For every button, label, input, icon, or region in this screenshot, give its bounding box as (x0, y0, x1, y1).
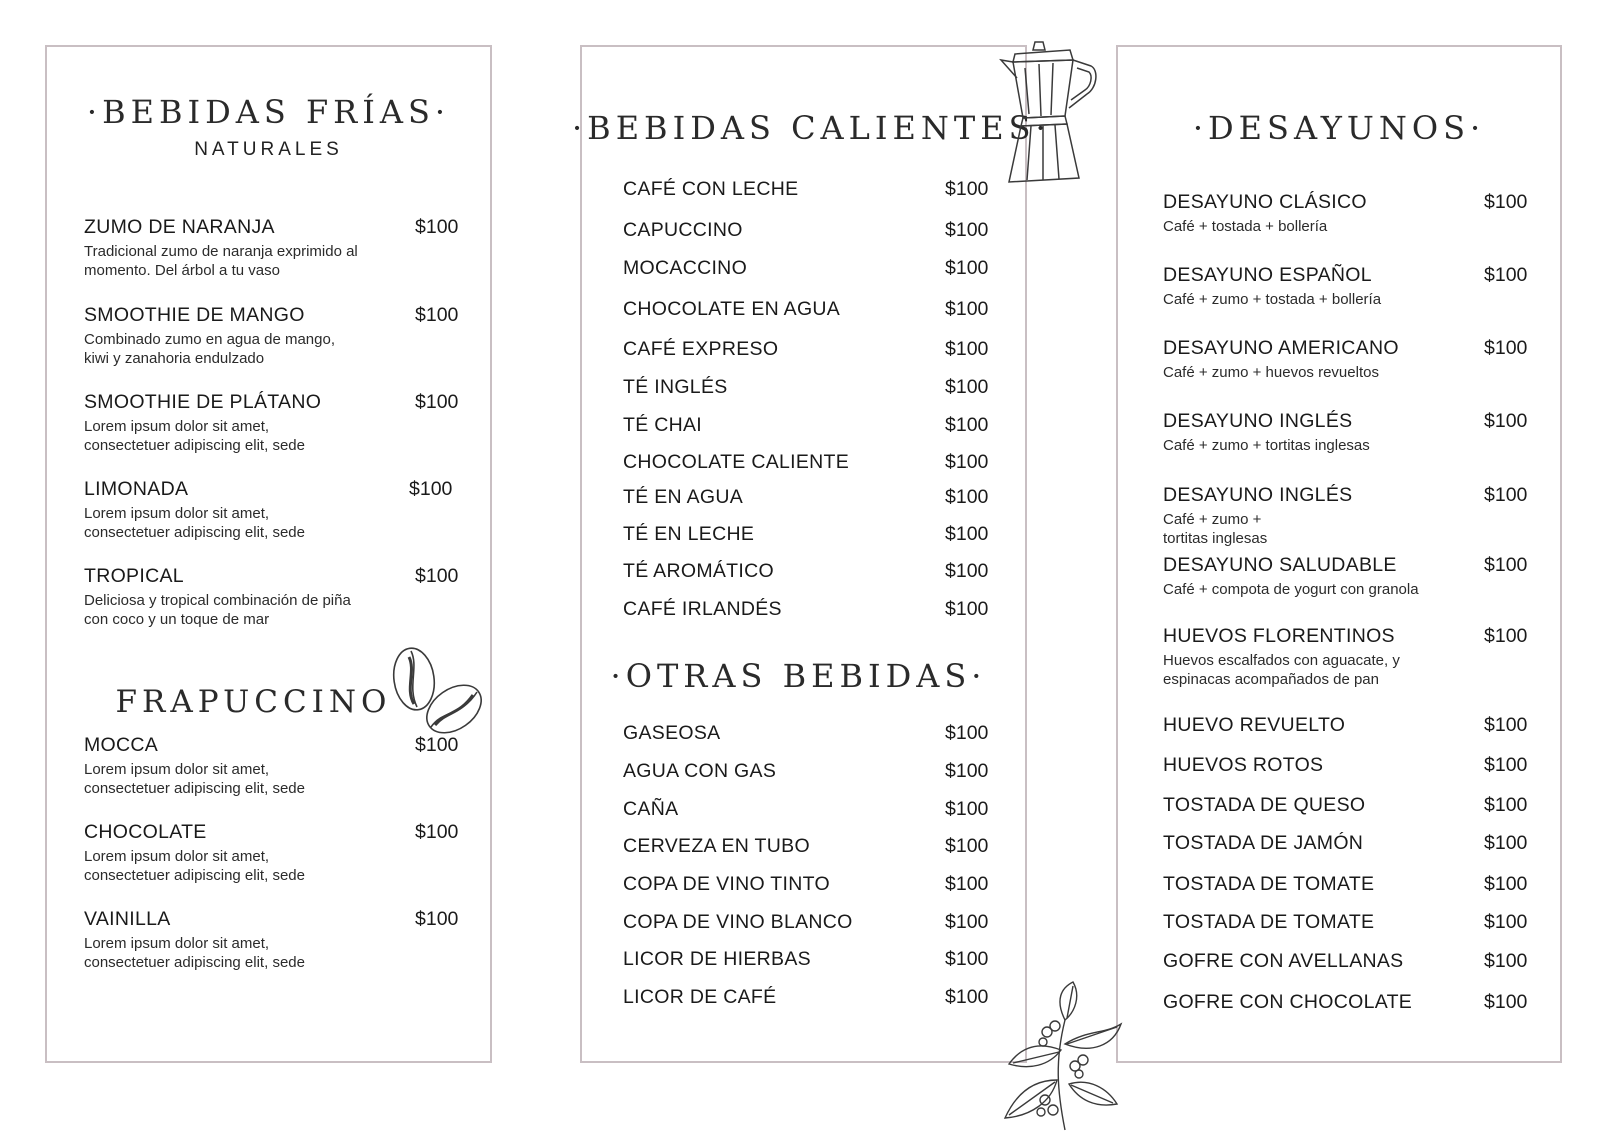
panel-breakfasts (1116, 45, 1562, 1063)
item-description: Lorem ipsum dolor sit amet, consectetuer adipiscing elit, sede (84, 761, 305, 797)
menu-item (623, 451, 923, 474)
item-name: GOFRE CON CHOCOLATE (1163, 991, 1413, 1013)
menu-item (1163, 754, 1483, 777)
item-name: TÉ EN LECHE (623, 523, 755, 545)
item-name: LICOR DE CAFÉ (623, 986, 777, 1008)
moka-pot-icon (995, 38, 1110, 188)
item-name: COPA DE VINO TINTO (623, 873, 830, 895)
menu-item (1163, 991, 1483, 1014)
section-title-otras-bebidas: ·OTRAS BEBIDAS· (610, 657, 987, 695)
menu-item (84, 391, 354, 455)
item-price: $100 (945, 257, 989, 279)
item-name: LICOR DE HIERBAS (623, 948, 811, 970)
item-description: Café + compota de yogurt con granola (1163, 581, 1419, 598)
menu-item (1163, 714, 1483, 737)
menu-item (623, 257, 923, 280)
item-description: Lorem ipsum dolor sit amet, consectetuer adipiscing elit, sede (84, 505, 305, 541)
menu-item (623, 178, 923, 201)
item-name: TOSTADA DE TOMATE (1163, 873, 1375, 895)
menu-item (623, 835, 923, 858)
item-price: $100 (1484, 484, 1528, 506)
menu-item (623, 414, 923, 437)
menu-item (1163, 950, 1483, 973)
item-name: HUEVO REVUELTO (1163, 714, 1346, 736)
item-price: $100 (945, 560, 989, 582)
item-description: Café + tostada + bollería (1163, 218, 1328, 235)
item-price: $100 (1484, 191, 1528, 213)
item-name: DESAYUNO INGLÉS (1163, 484, 1353, 506)
menu-item (623, 560, 923, 583)
item-name: DESAYUNO CLÁSICO (1163, 191, 1367, 213)
item-name: CERVEZA EN TUBO (623, 835, 810, 857)
item-price: $100 (1484, 714, 1528, 736)
item-price: $100 (409, 478, 453, 500)
item-price: $100 (1484, 950, 1528, 972)
item-name: AGUA CON GAS (623, 760, 777, 782)
panel-hot-drinks (572, 45, 1051, 1063)
item-price: $100 (945, 873, 989, 895)
item-name: VAINILLA (84, 908, 171, 930)
item-description: Café + zumo + tostada + bollería (1163, 291, 1382, 308)
item-price: $100 (945, 722, 989, 744)
item-price: $100 (945, 760, 989, 782)
item-price: $100 (945, 598, 989, 620)
item-description: Café + zumo + tortitas inglesas (1163, 511, 1268, 547)
item-price: $100 (1484, 832, 1528, 854)
item-name: TÉ EN AGUA (623, 486, 744, 508)
coffee-branch-icon (995, 980, 1125, 1131)
menu-item (84, 821, 354, 885)
menu-item (1163, 832, 1483, 855)
item-price: $100 (1484, 873, 1528, 895)
menu-item (623, 986, 923, 1009)
section-title-desayunos: ·DESAYUNOS· (1192, 109, 1486, 147)
section-title-bebidas-calientes: ·BEBIDAS CALIENTES· (572, 109, 1051, 147)
item-name: HUEVOS ROTOS (1163, 754, 1324, 776)
menu-item (1163, 911, 1483, 934)
item-price: $100 (945, 523, 989, 545)
item-name: CAFÉ IRLANDÉS (623, 598, 782, 620)
menu-item (623, 486, 923, 509)
item-name: MOCCA (84, 734, 159, 756)
item-name: CHOCOLATE (84, 821, 207, 843)
item-price: $100 (945, 948, 989, 970)
item-price: $100 (1484, 794, 1528, 816)
item-description: Café + zumo + tortitas inglesas (1163, 437, 1370, 454)
item-name: CAFÉ CON LECHE (623, 178, 799, 200)
item-price: $100 (1484, 264, 1528, 286)
item-price: $100 (1484, 625, 1528, 647)
item-price: $100 (945, 338, 989, 360)
item-name: TÉ AROMÁTICO (623, 560, 774, 582)
menu-item (623, 338, 923, 361)
menu-item (84, 216, 384, 280)
menu-item (623, 798, 923, 821)
menu-item (623, 598, 923, 621)
item-name: TROPICAL (84, 565, 184, 587)
item-price: $100 (1484, 754, 1528, 776)
item-name: COPA DE VINO BLANCO (623, 911, 853, 933)
item-name: DESAYUNO INGLÉS (1163, 410, 1353, 432)
item-price: $100 (945, 376, 989, 398)
item-price: $100 (1484, 911, 1528, 933)
item-price: $100 (1484, 337, 1528, 359)
item-name: LIMONADA (84, 478, 189, 500)
item-price: $100 (945, 486, 989, 508)
item-name: TOSTADA DE TOMATE (1163, 911, 1375, 933)
item-price: $100 (945, 219, 989, 241)
item-price: $100 (415, 821, 459, 843)
menu-item (623, 523, 923, 546)
menu-item (1163, 873, 1483, 896)
menu-item (623, 873, 923, 896)
item-price: $100 (415, 391, 459, 413)
item-description: Lorem ipsum dolor sit amet, consectetuer adipiscing elit, sede (84, 848, 305, 884)
item-name: DESAYUNO SALUDABLE (1163, 554, 1397, 576)
item-price: $100 (945, 835, 989, 857)
item-price: $100 (945, 414, 989, 436)
menu-item (623, 760, 923, 783)
item-name: SMOOTHIE DE MANGO (84, 304, 305, 326)
item-description: Lorem ipsum dolor sit amet, consectetuer adipiscing elit, sede (84, 935, 305, 971)
menu-item (1163, 191, 1483, 236)
menu-item (623, 219, 923, 242)
item-description: Combinado zumo en agua de mango, kiwi y zanahoria endulzado (84, 331, 336, 367)
item-price: $100 (415, 565, 459, 587)
menu-item (1163, 554, 1483, 599)
item-name: CAÑA (623, 798, 679, 820)
item-price: $100 (1484, 991, 1528, 1013)
item-name: CHOCOLATE CALIENTE (623, 451, 850, 473)
menu-item (84, 478, 354, 542)
item-name: SMOOTHIE DE PLÁTANO (84, 391, 322, 413)
panel-cold-drinks (45, 45, 492, 1063)
menu-item (623, 948, 923, 971)
item-description: Tradicional zumo de naranja exprimido al momento. Del árbol a tu vaso (84, 243, 358, 279)
item-price: $100 (415, 908, 459, 930)
item-price: $100 (1484, 410, 1528, 432)
item-name: TÉ CHAI (623, 414, 703, 436)
item-name: DESAYUNO AMERICANO (1163, 337, 1399, 359)
item-name: CAFÉ EXPRESO (623, 338, 779, 360)
item-price: $100 (945, 298, 989, 320)
item-description: Lorem ipsum dolor sit amet, consectetuer adipiscing elit, sede (84, 418, 305, 454)
item-name: GASEOSA (623, 722, 721, 744)
menu-item (623, 911, 923, 934)
item-name: DESAYUNO ESPAÑOL (1163, 264, 1372, 286)
item-name: HUEVOS FLORENTINOS (1163, 625, 1395, 647)
menu-item (1163, 794, 1483, 817)
item-name: TOSTADA DE QUESO (1163, 794, 1366, 816)
item-description: Café + zumo + huevos revueltos (1163, 364, 1379, 381)
menu-item (1163, 484, 1353, 548)
item-price: $100 (945, 451, 989, 473)
menu-item (1163, 410, 1483, 455)
menu-item (1163, 625, 1468, 689)
menu-item (84, 565, 364, 629)
menu-item (623, 298, 923, 321)
section-title-frapuccino: FRAPUCCINO (115, 684, 392, 720)
item-name: TÉ INGLÉS (623, 376, 728, 398)
item-description: Huevos escalfados con aguacate, y espinacas acompañados de pan (1163, 652, 1400, 688)
item-price: $100 (415, 216, 459, 238)
item-name: MOCACCINO (623, 257, 748, 279)
item-name: CAPUCCINO (623, 219, 743, 241)
coffee-beans-icon (389, 647, 489, 742)
item-name: CHOCOLATE EN AGUA (623, 298, 841, 320)
menu-item (84, 304, 364, 368)
item-name: GOFRE CON AVELLANAS (1163, 950, 1404, 972)
item-name: ZUMO DE NARANJA (84, 216, 275, 238)
item-price: $100 (945, 911, 989, 933)
section-title-bebidas-frias: ·BEBIDAS FRÍAS· (86, 93, 451, 131)
menu-item (623, 722, 923, 745)
section-subtitle-naturales: NATURALES (194, 139, 343, 160)
menu-item (84, 734, 354, 798)
menu-item (84, 908, 354, 972)
menu-item (1163, 337, 1483, 382)
menu-item (1163, 264, 1483, 309)
item-price: $100 (415, 304, 459, 326)
menu-item (623, 376, 923, 399)
item-name: TOSTADA DE JAMÓN (1163, 832, 1364, 854)
item-description: Deliciosa y tropical combinación de piña con coco y un toque de mar (84, 592, 351, 628)
item-price: $100 (945, 798, 989, 820)
item-price: $100 (415, 734, 459, 756)
item-price: $100 (945, 178, 989, 200)
item-price: $100 (1484, 554, 1528, 576)
item-price: $100 (945, 986, 989, 1008)
